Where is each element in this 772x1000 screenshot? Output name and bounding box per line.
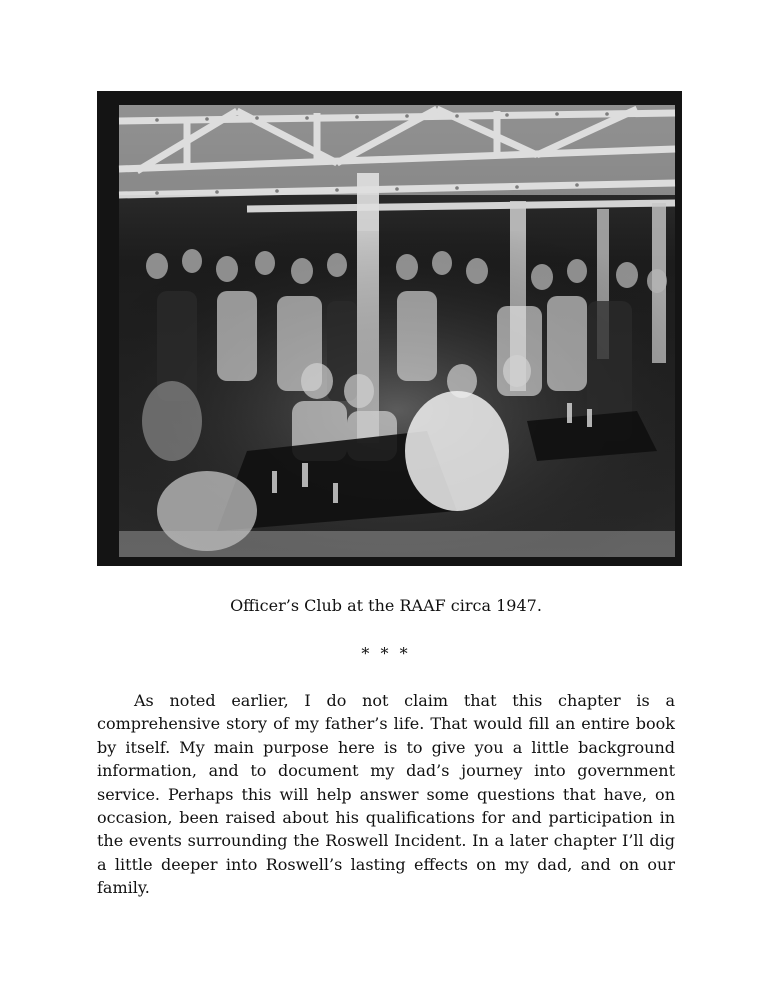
photo-illustration xyxy=(97,91,682,566)
photo-caption: Officer’s Club at the RAAF circa 1947. xyxy=(230,596,542,615)
section-separator: * * * xyxy=(361,644,411,663)
body-paragraph: As noted earlier, I do not claim that this chapter is a comprehensive story of my father’s life. That would fill an entire book by itself. My main purpose here is to give you a little background information, and to document my dad’s journey into government service. Perhaps this will help answer some questions that have, on occasion, been raised about his qualifications for and participation in the events surrounding the Roswell Incident. In a later chapter I’ll dig a little deeper into Roswell’s lasting effects on my dad, and on our family. xyxy=(97,691,675,898)
officers-club-photo xyxy=(97,91,682,566)
